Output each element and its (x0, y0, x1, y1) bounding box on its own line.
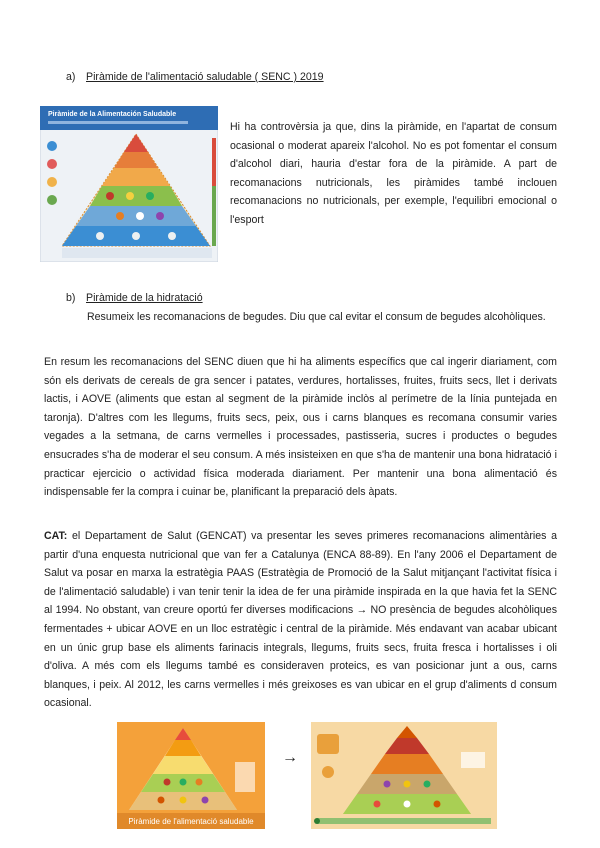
section-a-title: Piràmide de l'alimentació saludable ( SENC ) 2019 (86, 71, 324, 83)
section-a-heading (66, 71, 324, 83)
section-b-marker: b) (66, 292, 76, 304)
gencat-image-caption: Piràmide de l'alimentació saludable (128, 817, 254, 826)
cat-label: CAT: (44, 530, 68, 542)
senc-pyramid-image (40, 106, 218, 262)
gencat-2006-pyramid-image (117, 722, 265, 829)
arrow-icon: → (282, 749, 298, 766)
gencat-2012-pyramid-image (311, 722, 497, 829)
summary-paragraph: En resum les recomanacions del SENC diuen que hi ha aliments específics que cal ingerir diariament, com són els derivats de cereals de gra sencer i patates, verdures, hortalisses, fruites, fruits secs, llet i derivats lactis, i AOVE (aliments que estan al segment de la piràmide inclòs al perímetre de la línia puntejada en taronja). D'altres com les llegums, fruits secs, peix, ous i carns blanques es recomana consumir varies vegades a la setmana, de carns vermelles i processades, pastisseria, sucres i productes o begudes ensucrades s'ha de moderar el seu consum. A més insisteixen en que s'ha de mantenir una bona hidratació i practicar ejercicio o actividad física moderada diariament. Per mantenir una bona alimentació és indispensable fer la compra i cuinar be, planificant la preparació dels àpats. (44, 356, 557, 499)
senc-image-title: Piràmide de la Alimentación Saludable (48, 111, 177, 118)
cat-paragraph (44, 527, 557, 713)
section-a-marker: a) (66, 71, 76, 83)
section-b-paragraph: Resumeix les recomanacions de begudes. Diu que cal evitar el consum de begudes alcohòliques. (87, 311, 546, 323)
section-b-title: Piràmide de la hidratació (86, 292, 203, 304)
cat-text: el Departament de Salut (GENCAT) va presentar les seves primeres recomanacions alimentàries a partir d'una enquesta nutricional que van fer a Catalunya (ENCA 88-89). En l'any 2006 el Departament de Salut va posar en marxa la estratègia PAAS (Estratègia de Promoció de la Salut mitjançant l'activitat física i de l'alimentació saludable) i van tenir tenir la idea de fer una piràmide inspirada en la que havia fet la SENC al 1994. No obstant, van creure oportú fer diverses modificacions → NO presència de begudes alcohòliques fermentades + ubicar AOVE en un lloc estratègic i central de la piràmide. Més endavant van acabar ubicant en un únic grup base els aliments farinacis integrals, llegums, fruits secs, fruita fresca i hortalisses i oli d'oliva. A més com els llegums també es consideraven proteics, es van posicionar junt a ous, carns blanques, i peix. Al 2012, les carns vermelles i més greixoses es van ubicar en el grup d'aliments d consum ocasional. (44, 530, 557, 710)
section-a-paragraph: Hi ha controvèrsia ja que, dins la piràmide, en l'apartat de consum ocasional o moderat apareix l'alcohol. No es pot fomentar el consum d'alcohol diari, hauria d'estar fora de la piràmide. A part de recomanacions nutricionals, les piràmides també inclouen recomanacions no nutricionals, per exemple, l'equilibri emocional o l'esport (230, 121, 557, 226)
section-b-heading (66, 292, 203, 304)
